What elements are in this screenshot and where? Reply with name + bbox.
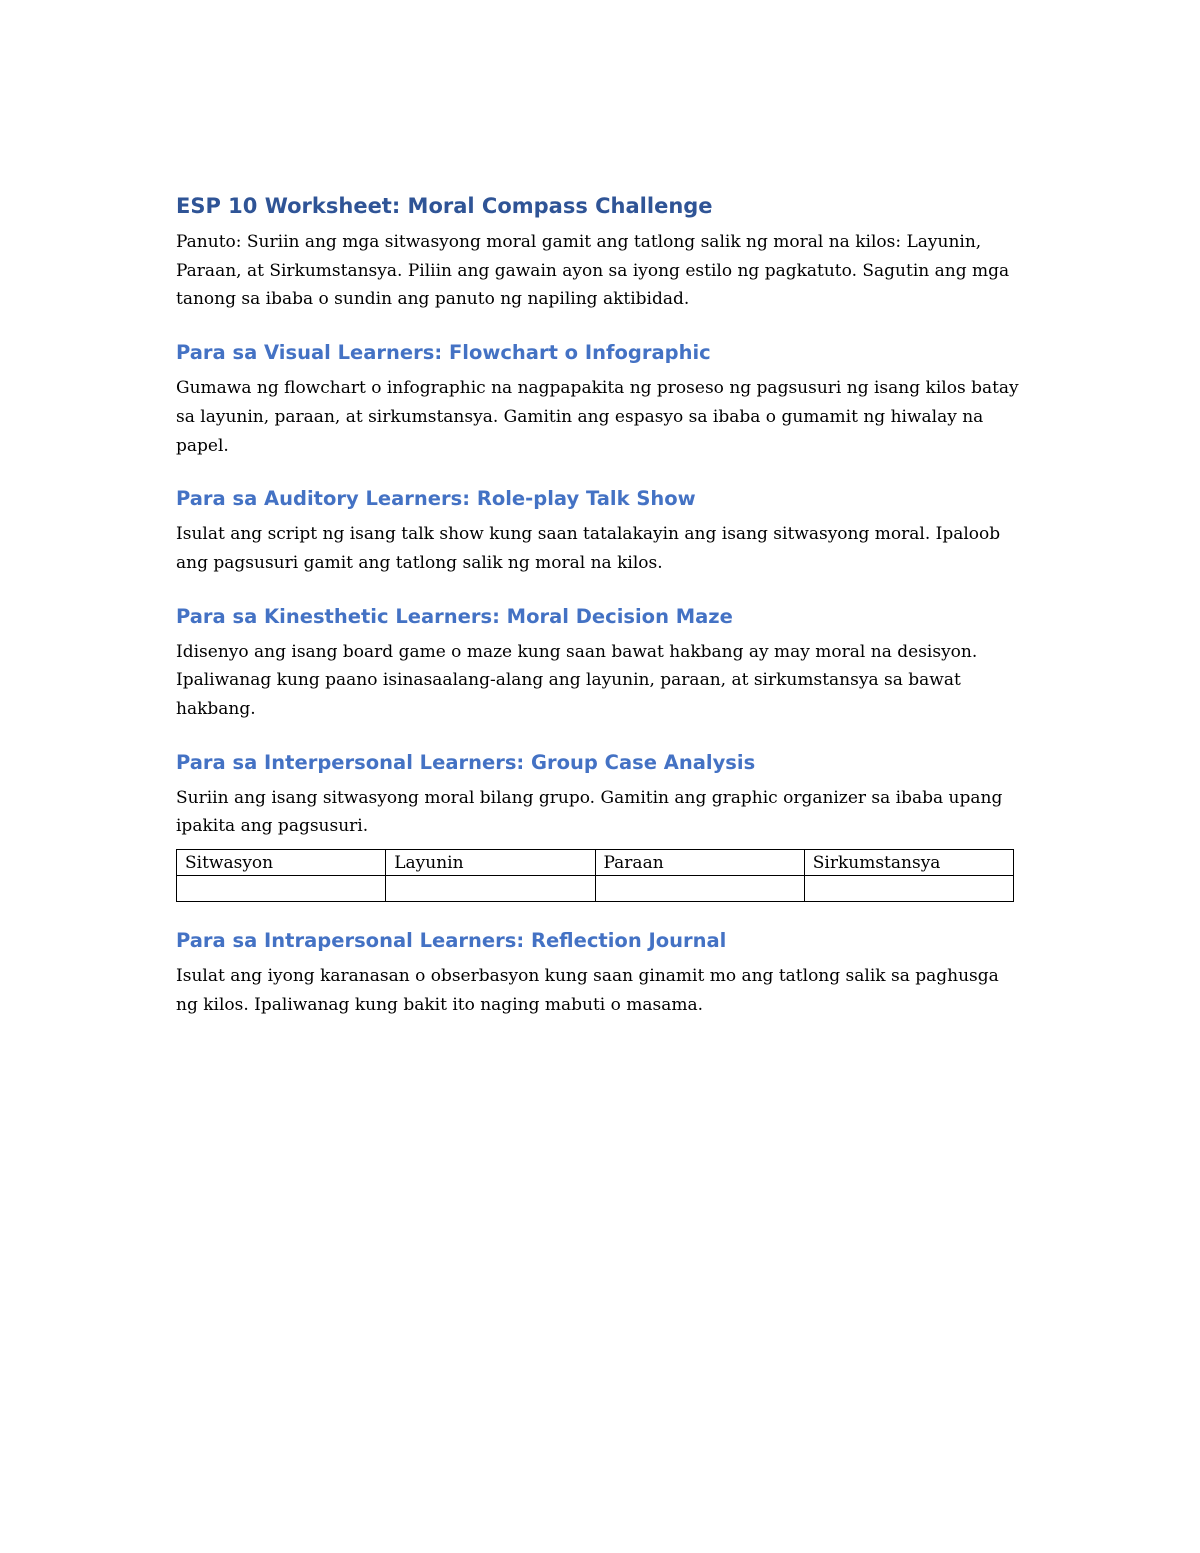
table-cell-sirkumstansya[interactable]	[804, 876, 1013, 902]
interpersonal-learners-text: Suriin ang isang sitwasyong moral bilang grupo. Gamitin ang graphic organizer sa ibaba upang ipakita ang pagsusuri.	[176, 787, 1003, 837]
table-cell-paraan[interactable]	[595, 876, 804, 902]
document-title: ESP 10 Worksheet: Moral Compass Challenge	[176, 194, 713, 218]
interpersonal-learners-heading: Para sa Interpersonal Learners: Group Case Analysis	[176, 750, 756, 774]
table-header-sitwasyon: Sitwasyon	[177, 850, 386, 876]
table-header-row	[177, 850, 1014, 876]
table-header-layunin: Layunin	[386, 850, 595, 876]
table-header-sirkumstansya: Sirkumstansya	[804, 850, 1013, 876]
auditory-learners-text: Isulat ang script ng isang talk show kung saan tatalakayin ang isang sitwasyong moral. Ipaloob ang pagsusuri gamit ang tatlong salik ng moral na kilos.	[176, 524, 1001, 573]
auditory-learners-heading: Para sa Auditory Learners: Role-play Talk Show	[176, 487, 696, 511]
visual-learners-text: Gumawa ng flowchart o infographic na nagpapakita ng proseso ng pagsusuri ng isang kilos batay sa layunin, paraan, at sirkumstansya. Gamitin ang espasyo sa ibaba o gumamit ng hiwalay na papel.	[176, 378, 1019, 456]
intrapersonal-learners-heading: Para sa Intrapersonal Learners: Reflection Journal	[176, 929, 727, 953]
table-cell-layunin[interactable]	[386, 876, 595, 902]
document-page	[176, 188, 1026, 1042]
table-row	[177, 876, 1014, 902]
table-header-paraan: Paraan	[595, 850, 804, 876]
graphic-organizer-table	[176, 849, 1014, 902]
table-cell-sitwasyon[interactable]	[177, 876, 386, 902]
kinesthetic-learners-text: Idisenyo ang isang board game o maze kung saan bawat hakbang ay may moral na desisyon. Ipaliwanag kung paano isinasaalang-alang ang layunin, paraan, at sirkumstansya sa bawat hakbang.	[176, 641, 978, 720]
intrapersonal-learners-text: Isulat ang iyong karanasan o obserbasyon kung saan ginamit mo ang tatlong salik sa paghusga ng kilos. Ipaliwanag kung bakit ito naging mabuti o masama.	[176, 966, 999, 1015]
instructions-text: Panuto: Suriin ang mga sitwasyong moral gamit ang tatlong salik ng moral na kilos: Layunin, Paraan, at Sirkumstansya. Piliin ang gawain ayon sa iyong estilo ng pagkatuto. Sagutin ang mga tanong sa ibaba o sundin ang panuto ng napiling aktibidad.	[176, 232, 1010, 310]
visual-learners-heading: Para sa Visual Learners: Flowchart o Infographic	[176, 341, 711, 365]
kinesthetic-learners-heading: Para sa Kinesthetic Learners: Moral Decision Maze	[176, 604, 733, 628]
